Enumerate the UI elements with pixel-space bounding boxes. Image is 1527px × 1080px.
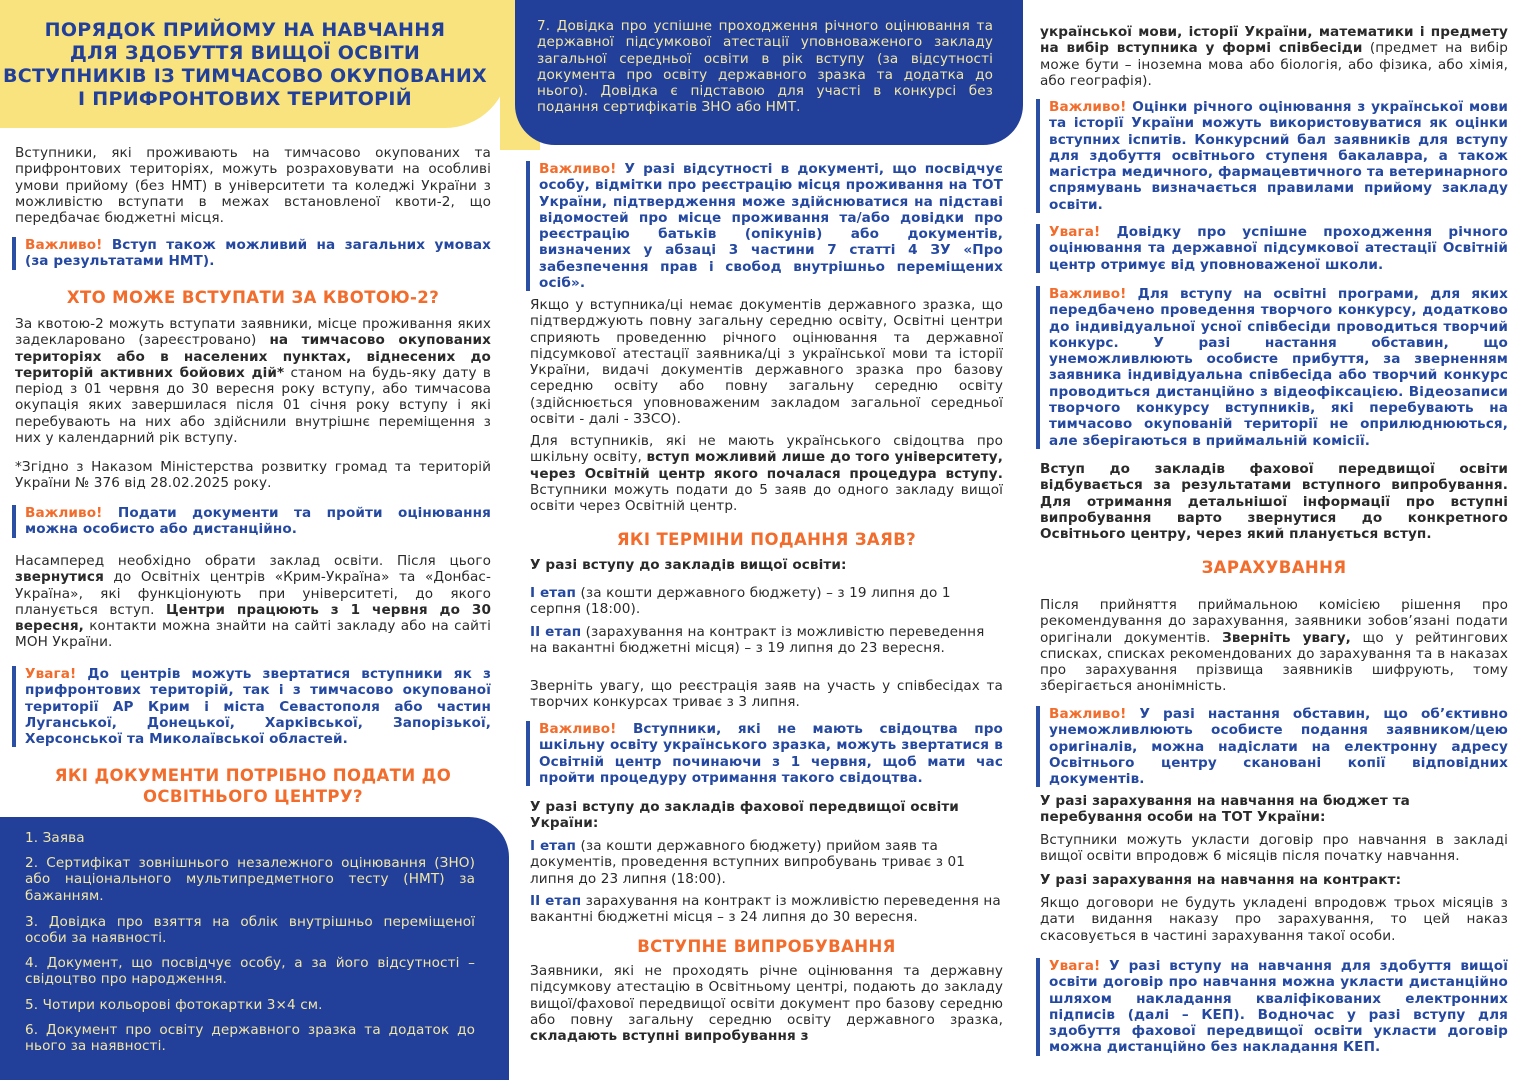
bold-text-segment: Центри працюють з 1 червня до 30 вересня, — [15, 601, 491, 635]
paragraph — [1040, 895, 1508, 944]
paragraph — [1040, 461, 1508, 542]
section-heading — [15, 287, 491, 308]
important-note — [526, 161, 1003, 291]
paragraph — [530, 433, 1003, 514]
text-segment: Після прийняття приймальною комісією рішення про рекомендування до зарахування, заявники зобов’язані подати оригінали документів. — [1040, 597, 1508, 646]
document-list-item — [25, 914, 475, 947]
paragraph — [530, 297, 1003, 427]
header-banner — [0, 0, 509, 128]
text-segment: Вступники можуть подати до 5 заяв до одного закладу вищої освіти через Освітній центр. — [530, 481, 1003, 515]
text-segment: ЯКІ ДОКУМЕНТИ ПОТРІБНО ПОДАТИ ДО ОСВІТНЬОГО ЦЕНТРУ? — [54, 766, 452, 806]
document-list-item — [25, 997, 475, 1013]
text-segment: (за кошти державного бюджету) – з 19 липня до 1 серпня (18:00). — [530, 585, 951, 618]
document-list-item — [25, 855, 475, 904]
title-line: ПОРЯДОК ПРИЙОМУ НА НАВЧАННЯ — [44, 19, 446, 41]
important-note — [1036, 224, 1508, 273]
text-segment: У разі вступу до закладів вищої освіти: — [530, 557, 847, 573]
note-label: Важливо! — [1049, 99, 1127, 115]
text-segment: Для вступу на освітні програми, для яких передбачено проведення творчого конкурсу, додатково до індивідуальної усної співбесіди проводиться творчий конкурс. У разі настання обставин, що унеможливлюють особисте прибуття, за зверненням заявника індивідуальна співбесіда або творчий конкурс проводиться дистанційно з відеофіксацією. Відеозаписи творчого конкурсу вступників, які перебувають на тимчасово окупованій території не оприлюднюються, але зберігаються в приймальній комісії. — [1049, 286, 1508, 449]
note-label: Увага! — [1049, 958, 1101, 974]
title-line: ВСТУПНИКІВ ІЗ ТИМЧАСОВО ОКУПОВАНИХ — [2, 65, 487, 87]
bold-text-segment: вступ можливий лише до того університету, через Освітній центр якого почалася процедура вступу. — [530, 449, 1003, 482]
text-segment: (зарахування на контракт із можливістю переведення на вакантні бюджетні місця) – з 19 липня до 23 вересня. — [530, 624, 985, 657]
text-segment: 5. Чотири кольорові фотокартки 3×4 см. — [25, 997, 323, 1013]
text-segment: до Освітніх центрів «Крим-Україна» та «Донбас-Україна», які функціонують при університеті, до якого планується вступ. — [15, 569, 491, 618]
text-segment: Вступ також можливий на загальних умовах (за результатами НМТ). — [25, 237, 491, 270]
note-label: Важливо! — [25, 505, 103, 521]
stage-label: I етап — [530, 585, 577, 601]
text-segment: За квотою-2 можуть вступати заявники, місце проживання яких задекларовано (зареєстровано) — [15, 316, 491, 349]
bold-text-segment: української мови, історії України, математики і предмету на вибір вступника у формі співбесіди — [1040, 24, 1508, 57]
text-segment: 7. Довідка про успішне проходження річного оцінювання та державної підсумкової атестації уповноваженого закладу загальної середньої освіти в рік вступу (за відсутності документа про освіту державного зразка та додатка до нього). Довідка є підставою для участі в конкурсі без подання сертифікатів ЗНО або НМТ. — [537, 18, 993, 116]
text-segment: Оцінки річного оцінювання з української мови та історії України можуть використовуватися як оцінки вступних іспитів. Конкурсний бал заявників для вступу для здобуття освітнього ступеня бакалавра, а також магістра медичного, фармацевтичного та ветеринарного спрямувань визначається правилами прийому закладу освіти. — [1049, 99, 1508, 213]
section-heading — [15, 765, 491, 807]
document-list-item — [25, 1022, 475, 1055]
note-label: Важливо! — [539, 721, 617, 737]
note-label: Важливо! — [1049, 286, 1127, 302]
text-segment: Вступники, які не мають свідоцтва про шкільну освіту українського зразка, можуть звертатися в Освітній центр починаючи з 1 червня, щоб мати час пройти процедуру отримання такого свідоцтва. — [539, 721, 1003, 786]
important-note — [12, 237, 491, 270]
text-segment: (за кошти державного бюджету) прийом заяв та документів, проведення вступних випробувань триває з 01 липня до 23 липня (18:00). — [530, 838, 966, 887]
text-segment: Якщо у вступника/ці немає документів державного зразка, що підтверджують повну загальну середню освіту, Освітні центри сприяють проведенню річного оцінювання та державної підсумкової атестації заявника/ці з української мови та історії України, видачі документів державного зразка про базову середню освіту або повну загальну середню освіту (здійснюється уповноваженим закладом загальної середньої освіти - далі - ЗЗСО). — [530, 297, 1003, 428]
paragraph — [530, 678, 1003, 711]
text-segment: Вступники можуть укласти договір про навчання в закладі вищої освіти впродовж 6 місяців після початку навчання. — [1040, 832, 1508, 865]
title-line: І ПРИФРОНТОВИХ ТЕРИТОРІЙ — [78, 88, 412, 110]
paragraph — [530, 963, 1003, 1044]
text-segment: зарахування на контракт із можливістю переведення на вакантні бюджетні місця – з 24 липня до 30 вересня. — [530, 893, 1001, 926]
text-segment: ХТО МОЖЕ ВСТУПАТИ ЗА КВОТОЮ-2? — [66, 288, 440, 307]
text-segment: ВСТУПНЕ ВИПРОБУВАННЯ — [637, 937, 896, 956]
text-segment: 1. Заява — [25, 830, 85, 846]
text-segment: *Згідно з Наказом Міністерства розвитку громад та територій України № 376 від 28.02.2025 року. — [15, 459, 491, 492]
important-note — [526, 721, 1003, 786]
text-segment: У разі зарахування на навчання на бюджет та перебування особи на ТОТ України: — [1040, 793, 1410, 826]
important-note — [1036, 706, 1508, 787]
note-label: Важливо! — [25, 237, 103, 253]
subheading — [530, 799, 1003, 832]
bold-text-segment: складають вступні випробування з — [530, 1028, 809, 1045]
text-segment: Насамперед необхідно обрати заклад освіти. Після цього — [15, 553, 491, 569]
paragraph — [1040, 832, 1508, 865]
stage-item — [530, 893, 1003, 926]
section-heading — [1040, 557, 1508, 578]
text-segment: 3. Довідка про взяття на облік внутрішньо переміщеної особи за наявності. — [25, 914, 475, 947]
bold-text-segment: Вступ до закладів фахової передвищої освіти відбувається за результатами вступного випробування. Для отримання детальнішої інформації про вступні випробування варто звернутися до конкретного Освітнього центру, через який планується вступ. — [1040, 461, 1508, 543]
stage-item — [530, 624, 1003, 657]
text-segment: Довідку про успішне проходження річного оцінювання та державної підсумкової атестації Освітній центр отримує від уповноваженої школи. — [1049, 224, 1508, 273]
text-segment: (предмет на вибір може бути – іноземна мова або біологія, або фізика, або хімія, або географія). — [1040, 40, 1508, 89]
note-label: Увага! — [1049, 224, 1101, 240]
important-note — [12, 505, 491, 538]
text-segment: Якщо договори не будуть укладені впродовж трьох місяців з дати видання наказу про зарахування, то цей наказ скасовується в частині зарахування такої особи. — [1040, 895, 1508, 944]
text-segment: Подати документи та пройти оцінювання можна особисто або дистанційно. — [25, 505, 491, 538]
text-segment: У разі вступу на навчання для здобуття вищої освіти договір про навчання можна укласти дистанційно шляхом накладання кваліфікованих електронних підписів (далі – КЕП). Водночас у разі вступу для здобуття фахової передвищої освіти укласти договір можна дистанційно без накладання КЕП. — [1049, 958, 1508, 1056]
document-list-item — [25, 955, 475, 988]
text-segment: У разі вступу до закладів фахової передвищої освіти України: — [530, 799, 959, 832]
page-title — [0, 19, 490, 111]
important-note — [12, 666, 491, 747]
note-label: Важливо! — [539, 161, 617, 177]
paragraph — [15, 316, 491, 446]
text-segment: Зверніть увагу, що реєстрація заяв на участь у співбесідах та творчих конкурсах триває з 3 липня. — [530, 678, 1003, 711]
stage-item — [530, 838, 1003, 887]
important-note — [1036, 99, 1508, 213]
bold-text-segment: звернутися — [15, 569, 104, 586]
text-segment: ЯКІ ТЕРМІНИ ПОДАННЯ ЗАЯВ? — [616, 530, 917, 549]
text-segment: Для вступників, які не мають українського свідоцтва про шкільну освіту, — [530, 433, 1003, 466]
paragraph — [15, 145, 491, 226]
paragraph — [15, 459, 491, 492]
section-heading — [530, 936, 1003, 957]
text-segment: контакти можна знайти на сайті закладу або на сайті МОН України. — [15, 618, 491, 651]
text-segment: У разі зарахування на навчання на контракт: — [1040, 872, 1402, 888]
stage-label: II етап — [530, 893, 582, 909]
subheading — [1040, 872, 1508, 888]
text-segment: що у рейтингових списках, списках рекомендованих до зарахування та в наказах про зарахування прізвища заявників шифрують, тому зберігається анонімність. — [1040, 629, 1508, 695]
paragraph — [1040, 24, 1508, 89]
text-segment: станом на будь-яку дату в період з 01 червня до 30 вересня року вступу, або тимчасова окупація яких завершилася після 01 січня року вступу і які перебувають на них або здійснили внутрішнє переміщення з них у календарний рік вступу. — [15, 364, 491, 447]
stage-item — [530, 585, 1003, 618]
text-segment: 4. Документ, що посвідчує особу, а за його відсутності – свідоцтво про народження. — [25, 955, 475, 988]
important-note — [1036, 286, 1508, 449]
stage-label: I етап — [530, 838, 577, 854]
important-note — [1036, 958, 1508, 1056]
bold-text-segment: Зверніть увагу, — [1222, 629, 1351, 646]
note-label: Увага! — [25, 666, 77, 682]
note-label: Важливо! — [1049, 706, 1127, 722]
subheading — [1040, 793, 1508, 826]
text-segment: ЗАРАХУВАННЯ — [1201, 558, 1347, 577]
section-heading — [530, 529, 1003, 550]
text-segment: Вступники, які проживають на тимчасово окупованих та прифронтових територіях, можуть розраховувати на особливі умови прийому (без НМТ) в університети та коледжі України з можливістю вступати в межах встановленої квоти-2, що передбачає бюджетні місця. — [15, 145, 491, 227]
paragraph — [1040, 597, 1508, 695]
document-list-item — [537, 18, 993, 116]
subheading — [530, 557, 1003, 573]
text-segment: До центрів можуть звертатися вступники як з прифронтових територій, так і з тимчасово окупованої території АР Крим і міста Севастополя або частин Луганської, Донецької, Харківської, Запорізької, Херсонської та Миколаївської областей. — [25, 666, 491, 748]
text-segment: 6. Документ про освіту державного зразка та додаток до нього за наявності. — [25, 1022, 475, 1055]
text-segment: 2. Сертифікат зовнішнього незалежного оцінювання (ЗНО) або національного мультипредметного тесту (НМТ) за бажанням. — [25, 855, 475, 904]
document-list-item — [25, 830, 475, 846]
paragraph — [15, 553, 491, 651]
text-segment: У разі настання обставин, що об’єктивно унеможливлюють особисте подання заявником/цею оригіналів, можна надіслати на електронну адресу Освітнього центру скановані копії відповідних документів. — [1049, 706, 1508, 788]
title-line: ДЛЯ ЗДОБУТТЯ ВИЩОЇ ОСВІТИ — [69, 42, 421, 64]
text-segment: Заявники, які не проходять річне оцінювання та державну підсумкову атестацію в Освітньому центрі, подають до закладу вищої/фахової передвищої освіти документ про базову середню або повну загальну середню освіту державного зразка, — [530, 963, 1003, 1028]
text-segment: У разі відсутності в документі, що посвідчує особу, відмітки про реєстрацію місця проживання на ТОТ України, підтвердження може здійснюватися на підставі відомостей про місце проживання та/або довідки про реєстрацію батьків (опікунів) або документів, визначених у абзаці 3 частини 7 статті 4 ЗУ «Про забезпечення прав і свобод внутрішньо переміщених осіб». — [539, 161, 1003, 292]
bold-text-segment: на тимчасово окупованих територіях або в населених пунктах, віднесених до територій активних бойових дій* — [15, 332, 491, 381]
stage-label: II етап — [530, 624, 582, 640]
